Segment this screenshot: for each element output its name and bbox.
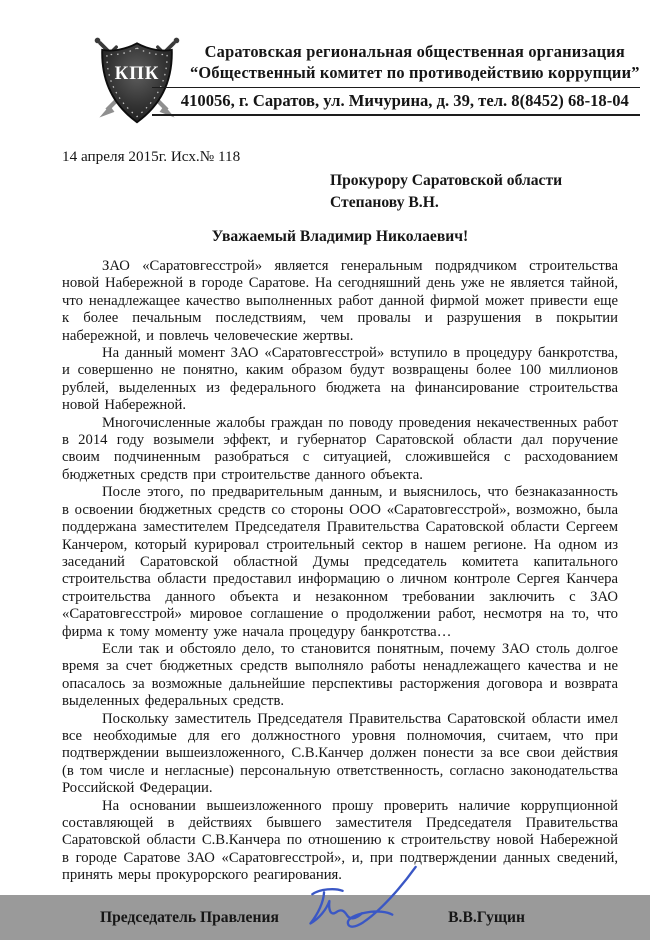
- date-and-ref-number: 14 апреля 2015г. Исх.№ 118: [62, 148, 241, 165]
- recipient-block: [330, 170, 618, 214]
- paragraph-7: На основании вышеизложенного прошу проверить наличие коррупционной составляющей в действиях бывшего заместителя Председателя Правительства Саратовской области С.В.Канчера по отношению к строительству новой Набережной в городе Саратове ЗАО «Саратовгесстрой», и, при подтверждении данных сведений, принять меры прокурорского реагирования.: [62, 797, 618, 884]
- letterhead-text: [180, 30, 640, 116]
- recipient-name: Степанову В.Н.: [330, 194, 439, 211]
- logo-acronym: КПК: [114, 63, 160, 84]
- recipient-title: Прокурору Саратовской области: [330, 172, 563, 189]
- paragraph-1: ЗАО «Саратовгесстрой» является генеральным подрядчиком строительства новой Набережной в городе Саратове. На сегодняшний день уже не является тайной, что ненадлежащее качество выполненных работ данной фирмой может привести еще к более печальным последствиям, чем провалы и разрушения в покрытии набережной, и повлечь человеческие жертвы.: [62, 258, 618, 344]
- signer-name: В.В.Гущин: [448, 908, 525, 926]
- letter-paragraphs: [62, 258, 618, 885]
- handwritten-signature: [290, 864, 438, 940]
- letterhead-divider-bottom: [152, 114, 640, 116]
- signer-position: Председатель Правления: [100, 908, 279, 926]
- organization-name-line2: “Общественный комитет по противодействию коррупции”: [190, 62, 640, 82]
- paragraph-5: Если так и обстояло дело, то становится понятным, почему ЗАО столь долгое время за счет бюджетных средств выполняло работы ненадлежащего качества и не опасалось за возможные дальнейшие перспективы расторжения договора и возврата выделенных федеральных средств.: [62, 640, 618, 710]
- letter-body: [0, 148, 650, 927]
- organization-address: 410056, г. Саратов, ул. Мичурина, д. 39, тел. 8(8452) 68-18-04: [180, 91, 629, 110]
- letterhead: [0, 0, 650, 126]
- organization-name-line1: Саратовская региональная общественная организация: [204, 42, 625, 61]
- paragraph-4: После этого, по предварительным данным, и выяснилось, что безнаказанность в освоении бюджетных средств со стороны ООО «Саратовгесстрой», возможно, была поддержана заместителем Председателя Правительства Саратовской области Сергеем Канчером, который курировал строительный сектор в нашем регионе. На одном из заседаний Саратовской областной Думы председатель комитета капитального строительства области предоставил информацию о личном контроле Сергея Канчера строительства данного объекта и незаконном требовании заключить с ЗАО «Саратовгесстрой» мировое соглашение о продолжении работ, несмотря на то, что фирма к тому моменту уже начала процедуру банкротства…: [62, 484, 618, 640]
- paragraph-3: Многочисленные жалобы граждан по поводу проведения некачественных работ в 2014 году возымели эффект, и губернатор Саратовской области дал поручение своим подчиненным разобраться с ситуацией, сложившейся с расходованием бюджетных средств при строительстве данного объекта.: [62, 414, 618, 483]
- paragraph-6: Поскольку заместитель Председателя Правительства Саратовской области имел все необходимые для его должностного уровня полномочия, считаем, что при подтверждении вышеизложенного, С.В.Канчер должен понести за все свои действия (в том числе и негласные) персональную ответственность, согласно законодательства Российской Федерации.: [62, 710, 618, 797]
- paragraph-2: На данный момент ЗАО «Саратовгесстрой» вступило в процедуру банкротства, и совершенно не понятно, каким образом будут возвращены более 100 миллионов рублей, выделенных из федерального бюджета на финансирование строительства новой Набережной.: [62, 345, 618, 414]
- signature-block: [62, 909, 618, 927]
- salutation: Уважаемый Владимир Николаевич!: [211, 228, 469, 245]
